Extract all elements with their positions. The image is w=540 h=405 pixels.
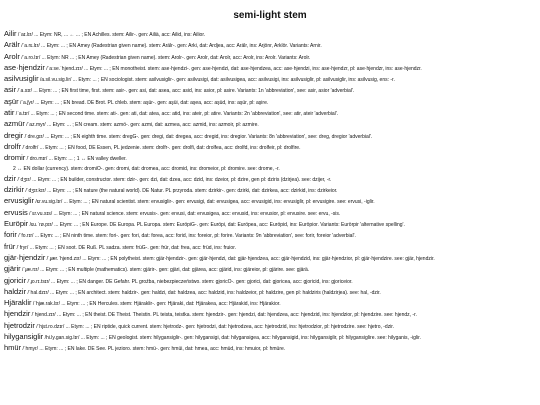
dictionary-entry [4,333,536,342]
entry-headword: gjär·hjendzir [4,252,46,262]
dictionary-entry [4,243,536,252]
entry-definition: /ˈhmyr/ ... Etym: ... ; EN lake. DE See. PL jezioro. stem: hmü-. gen: hmüi, dat: hmea, acc: hmüd, ins: hmuior, pl: hmüre. [21,346,286,353]
entry-headword: dzirkir [4,185,24,195]
entry-headword: dzir [4,173,17,183]
entry-headword: drolfr [4,141,22,151]
entry-definition: /ˈhal.dzɪr/ ... Etym: ... ; EN architect. stem: haldzir-. gen: haldzi, dat: haldzea, acc: haldzid, ins: haldzeior, pl: haldzire, gen pl: haldziris (haldzirjea). see: hal, -dzir. [26,289,381,296]
dictionary-entry [4,30,536,39]
entry-definition: /ˈdre.gɪr/ ... Etym: ... ; EN eighth time. stem: dregG-. gen: dregi, dat: dregea, acc: dregid, ins: dregior. Variants: 8n 'abbreviation', see: dreg, dregior 'adverbial'. [23,133,373,140]
entry-definition: /ˈaz.myr/ ... Etym: ... ; EN cream. stem: azmö-. gen: azmi, dat: azmea, acc: azmid, ins: azmoir, pl: azmire. [24,122,259,129]
entry-definition: /ˈdʒɪr.kɪr/ ... Etym: ... ; EN nature (the natural world). DE Natur. PL przyroda. stem: dzirkir-. gen: dzirki, dat: dzirkea, acc: dzirkid, ins: dzirkeior. [24,188,338,195]
entry-headword: aşür [4,96,19,106]
entry-definition: /ˈɟæ.rɪr/ ... Etym: ... ; EN multiple (mathematics). stem: gjärir-. gen: gjäri, dat: gjärea, acc: gjärid, ins: gjäreior, pl: gjärire. see: gjärä. [20,267,310,274]
entry-headword: Hjäraklir [4,298,32,308]
entry-headword: Ailir [4,29,17,38]
dictionary-entry [4,344,536,353]
entry-headword: hjetrodzir [4,320,35,330]
entry-definition: /ˈɟær.ˈhjend.zɪr/ ... Etym: ... ; EN polytheist. stem: gjär·hjendzir-. gen: gjär·hjendzi, dat: gjär·hjendzea, acc: gjär·hjendzid, ins: gjär·hjendzior, pl: gjär·hjendzire. see: gjär, hjendzir. [45,255,435,262]
dictionary-entry [4,254,536,263]
entry-definition: /ˈhjɛt.ro.dzɪr/ ... Etym: ... ; EN riptide, quick current. stem: hjetrodz-. gen: hjetrodzi, dat: hjetrodzea, acc: hjetrodzid, ins: hjetrodzior, pl: hjetrodzire. see: hjetro, -dzir. [34,323,395,330]
entry-headword: Arälr [4,40,20,50]
entry-definition: 2 ↔ EN dollar (currency). stem: dromiO-. gen: dromi, dat: dromea, acc: dromid, ins: dromeior, pl: dromire. see: drome, -r. [13,165,280,172]
entry-list [0,30,540,353]
dictionary-entry [4,41,536,50]
dictionary-entry [4,288,536,297]
entry-headword: hmür [4,343,22,353]
dictionary-entry [4,186,536,195]
dictionary-entry [4,220,536,229]
entry-definition: /ˈfryr/ ... Etym: ... ; EN soot. DE Ruß. PL sadza. stem: früG-. gen: frür, dat: frea, acc: früd, ins: fruior. [15,244,236,251]
dictionary-entry [4,299,536,308]
entry-definition: /ˈa.tɪr/ ... Etym: ... ; EN second time. stem: ati-. gen: ati, dat: atea, acc: atid, ins: ateir, pl: atire. Variants: 2n 'abbreviation', see: atir, ateir 'adverbial'. [14,111,339,118]
dictionary-entry [4,166,536,173]
entry-headword: gjärir [4,264,21,274]
entry-definition: /ˈfo.rɪr/ ... Etym: ... ; EN ninth time. stem: fori-. gen: fori, dat: forea, acc: forid, ins: foreior, pl: forire. Variants: 9n 'abbreviation', see: forir, foreior 'adverbial'. [16,233,356,240]
entry-definition: /ˈdro.mɪr/ ... Etym: ... ; 1 ↔ EN valley dweller. [25,156,127,163]
dictionary-entry [4,265,536,274]
entry-definition: /hi.ly.gan.sig.lɪr/ ... Etym: ... ; EN geologist. stem: hilygansiglir-. gen: hilygansigi, dat: hilygansigea, acc: hilygansigid, ins: hilygansiglir, pl: hilygansiglire. see: hilyganis, -iglir. [43,335,421,342]
dictionary-entry [4,310,536,319]
entry-definition: /a.sil.vu.sig.lir/ ... Etym: ... ; EN sociologist. stem: asilvusiglir-. gen: asilvusigi, dat: asilvusigea, acc: asilvusigi, ins: asilvusiglir, pl: asilvusiglir, ins: asilvusig, ens: -r. [38,77,395,84]
entry-headword: dregir [4,130,24,140]
dictionary-entry [4,154,536,163]
entry-headword: asilvusiglir [4,74,39,84]
entry-headword: forir [4,230,17,240]
entry-headword: dromir [4,153,26,163]
entry-headword: hjendzir [4,309,31,319]
entry-headword: gjoricir [4,275,27,285]
entry-headword: Arolr [4,51,20,61]
dictionary-entry [4,132,536,141]
entry-definition: /ˈa.ro.lɪr/ ... Etym: NR ... ; EN Amey (Radestrian given name). stem: Arolr-. gen: Arolr, dat: Arolr, acc: Arolr, ins: Arolr. Variants: Arolr. [19,54,311,61]
entry-definition: /ˈa.rɛ.lɪr/ ... Etym: ... ; EN Amey (Radestrian given name). stem: Arälr-. gen: Arki, dat: Ardjea, acc: Arälr, ins: Arjönr, Arklör. Variants: Arnir. [19,43,322,50]
entry-headword: atir [4,108,15,118]
dictionary-entry [4,322,536,331]
entry-definition: /ˈa.sɪr/ ... Etym: ... ; EN first time, first. stem: asir-. gen: asi, dat: asea, acc: asid, ins: asior, pl: asire. Variants: 1n 'abbreviation', see: asir, asior 'adverbial'. [16,88,355,95]
page-title: semi-light stem [233,10,307,21]
dictionary-entry [4,109,536,118]
dictionary-entry [4,143,536,152]
dictionary-entry [4,175,536,184]
dictionary-entry [4,197,536,206]
entry-definition: /ˈɟo.rɪ.tsɪr/ ... Etym: ... ; EN danger. DE Gefahr. PL groźba, niebezpieczeństwo. stem: gjoricO-. gen: gjorici, dat: gjoricea, acc: gjoricid, ins: gjoriceior. [26,278,353,285]
dictionary-entry [4,98,536,107]
entry-headword: asir [4,85,17,95]
entry-definition: /ˈdrolfr/ ... Etym: ... ; EN food, DE Essen, PL jedzenie. stem: drolfr-. gen: drolfi, dat: drolfea, acc: drolfd, ins: drolfeir, pl: drolfire. [21,144,301,151]
dictionary-entry [4,209,536,218]
entry-headword: Euröpir [4,219,29,229]
entry-definition: /ˈhjend.zɪr/ ... Etym: ... ; EN theist. DE Theist. Theistin. PL teista, teistka. stem: hjendzir-. gen: hjendzi, dat: hjendzea, acc: hjendzid, ins: hjendzior, pl: hjendzire. see: hjendz, -r. [30,312,417,319]
dictionary-entry [4,120,536,129]
dictionary-entry [4,86,536,95]
entry-headword: frür [4,241,16,251]
entry-headword: ase·hjendzir [4,62,45,72]
entry-definition: /ˈɛr.vu.sɪs/ ... Etym: ... ; EN natural science. stem: ervusis-. gen: ervusi, dat: ervusigea, acc: ervusid, ins: ervusior, pl: ervusire. see: ervu, -sis. [27,210,341,217]
entry-definition: /ˈaɪ.lɪr/ ... Etym: NR, ... ← ... ; EN Achilles. stem: Ailir-. gen: Ailiä, acc: Ailid, ins: Ailior. [16,32,206,38]
entry-headword: haldzir [4,286,27,296]
entry-definition: /ɛr.vu.sig.lɪr/ ... Etym: ... ; EN natural scientist. stem: ervusiglir-. gen: ervusigi, dat: ervusigea, acc: ervusigid, ins: ervusiglir, pl: ervusigire. see: ervusi, -iglir. [34,199,375,206]
dictionary-entry [4,64,536,73]
entry-headword: ervusis [4,207,28,217]
entry-headword: ervusiglir [4,196,35,206]
entry-headword: azmür [4,119,25,129]
dictionary-entry [4,277,536,286]
entry-headword: hilygansiglir [4,332,44,342]
entry-definition: /ˈdʒɪr/ ... Etym: ... ; EN builder, constructor. stem: dzir-. gen: dzi, dat: dzea, acc: dzid, ins: dzeior, pl: dzire, gen pl: dziris (dzirjea). see: dzijer, -r. [16,176,332,183]
dictionary-entry [4,75,536,84]
entry-definition: /ˈhjæ.rak.lɪr/ ... Etym: ... ; EN Hercules. stem: Hjäraklir-. gen: Hjäraki, dat: Hjärakea, acc: Hjärakid, ins: Hjärakior. [31,301,281,308]
dictionary-entry [4,53,536,62]
entry-definition: /ɛu.ˈrø.pɪr/ ... Etym: ... ; EN Europe. DE Europa. PL Europa. stem: EuröpiG-. gen: Euröpi, dat: Euröpea, acc: Euröpid, ins: Euröpior. Variants: Eurörpir 'alternative spelling'. [28,222,405,229]
entry-definition: /ˈaːse.ˈhjend.zɪr/ ... Etym: ... ; EN monotheist. stem: ase·hjendzi-. gen: ase·hjendzi, dat: ase·hjendzea, acc: ase·hjendzi, ins: ase·hjendzr, pl: ase·hjendzr, ins: ase·hjendzr. [44,65,422,72]
dictionary-entry [4,231,536,240]
entry-definition: /ˈa.ʃyr/ ... Etym: ... ; EN bread. DE Brot. PL chleb. stem: aşür-. gen: aşüi, dat: aşea, acc: aşüd, ins: aşür, pl: aşire. [18,99,269,106]
